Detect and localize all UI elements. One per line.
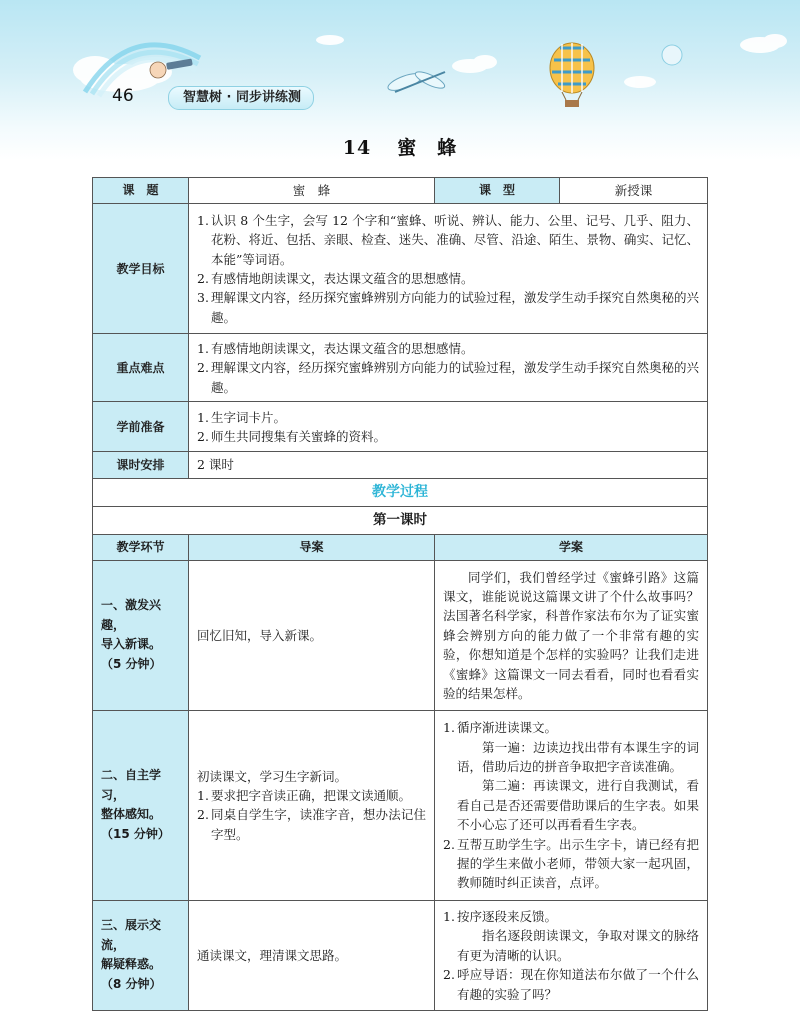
type-value: 新授课 [560,178,708,204]
hot-air-balloon-icon [550,43,594,107]
guide-cell: 通读课文，理清课文思路。 [189,900,435,1010]
prep-item: 1. 生字词卡片。 [197,409,287,425]
process-row [93,560,708,710]
key-point-item: 2. 理解课文内容，经历探究蜜蜂辨别方向能力的试验过程，激发学生动手探究自然奥秘的兴趣。 [197,360,700,395]
lesson-name: 蜜 蜂 [397,137,458,159]
lesson-number: 14 [342,137,372,159]
key-points-label: 重点难点 [93,334,189,402]
prep-list [189,402,708,452]
study-cell: 1. 按序逐段来反馈。 指名逐段朗读课文，争取对课文的脉络有更为清晰的认识。 2. 呼应导语：现在你知道法布尔做了一个什么有趣的实验了吗？ [435,900,708,1010]
guide-cell: 回忆旧知，导入新课。 [189,560,435,710]
page-number: 46 [112,86,134,106]
study-cell: 1. 循序渐进读课文。 第一遍：边读边找出带有本课生字的词语，借助后边的拼音争取把字音读准确。 第二遍：再读课文，进行自我测试，看看自己是否还需要借助课后的生字表。如果不小心忘了还可以再看看生字表。 2. 互帮互助学生字。出示生字卡，请已经有把握的学生来做小老师，带领大家一起巩固，教师随时纠正读音，点评。 [435,710,708,900]
sun-icon [662,45,682,65]
col-stage-header: 教学环节 [93,535,189,561]
goals-row [93,204,708,334]
hours-row [93,452,708,478]
key-point-item: 1. 有感情地朗读课文，表达课文蕴含的思想感情。 [197,340,474,356]
session-title-row [93,507,708,535]
process-row [93,710,708,900]
goals-label: 教学目标 [93,204,189,334]
lesson-plan-table [92,177,708,1011]
process-header-row [93,535,708,561]
lesson-title [0,133,800,160]
hours-value: 2 课时 [189,452,708,478]
prep-row [93,402,708,452]
process-title: 教学过程 [93,478,708,507]
guide-cell: 初读课文，学习生字新词。 1. 要求把字音读正确，把课文读通顺。 2. 同桌自学生字，读准字音，想办法记住字型。 [189,710,435,900]
stage-cell: 三、展示交流， 解疑释惑。 （8 分钟） [93,900,189,1010]
type-label: 课 型 [435,178,560,204]
study-cell: 同学们，我们曾经学过《蜜蜂引路》这篇课文，谁能说说这篇课文讲了个什么故事吗？法国著名科学家，科普作家法布尔为了证实蜜蜂会辨别方向的能力做了一个非常有趣的实验，你想知道是个怎样的实验吗？让我们走进《蜜蜂》这篇课文一同去看看，同时也看看实验的结果怎样。 [435,560,708,710]
hours-label: 课时安排 [93,452,189,478]
stage-cell: 一、激发兴趣， 导入新课。 （5 分钟） [93,560,189,710]
key-points-list [189,334,708,402]
series-banner: 智慧树 · 同步讲练测 [168,86,314,110]
col-guide-header: 导案 [189,535,435,561]
prep-label: 学前准备 [93,402,189,452]
prep-item: 2. 师生共同搜集有关蜜蜂的资料。 [197,428,387,444]
topic-row [93,178,708,204]
goal-item: 2. 有感情地朗读课文，表达课文蕴含的思想感情。 [197,270,474,286]
session-title: 第一课时 [93,507,708,535]
dragonfly-icon [386,69,447,94]
goals-list [189,204,708,334]
col-study-header: 学案 [435,535,708,561]
process-title-row [93,478,708,507]
topic-value: 蜜 蜂 [189,178,435,204]
topic-label: 课 题 [93,178,189,204]
key-points-row [93,334,708,402]
stage-cell: 二、自主学习， 整体感知。 （15 分钟） [93,710,189,900]
process-row [93,900,708,1010]
goal-item: 3. 理解课文内容，经历探究蜜蜂辨别方向能力的试验过程，激发学生动手探究自然奥秘的兴趣。 [197,290,700,325]
goal-item: 1. 认识 8 个生字，会写 12 个字和“蜜蜂、听说、辨认、能力、公里、记号、几乎、阻力、花粉、将近、包括、亲眼、检查、迷失、准确、尽管、沿途、陌生、景物、确实、记忆、本能”等词语。 [197,212,700,267]
